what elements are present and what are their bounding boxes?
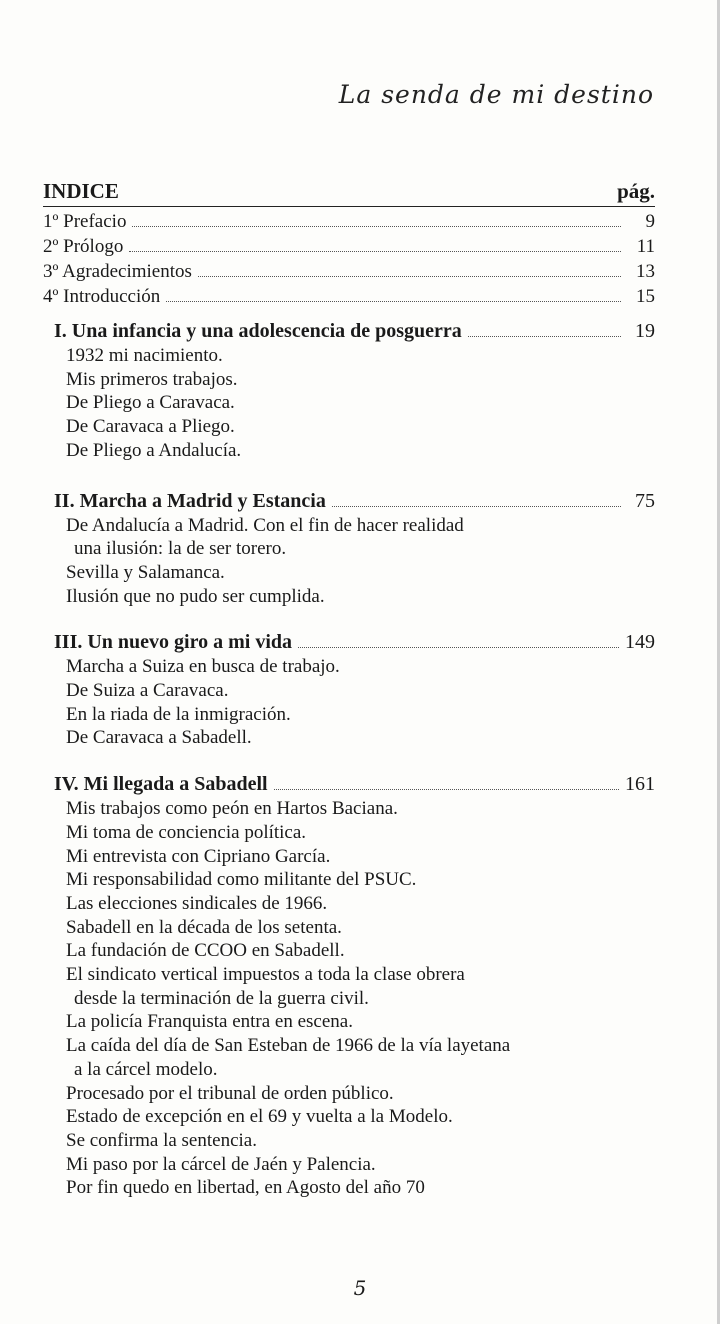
subtopic: Mis trabajos como peón en Hartos Baciana. [66,798,398,820]
subtopic: Mi toma de conciencia política. [66,821,307,843]
subtopic: El sindicato vertical impuestos a toda la clase obrera [66,964,465,986]
subtopic: 1932 mi nacimiento. [66,345,223,366]
chapter-entry [54,489,655,514]
dot-leader [468,336,621,337]
subtopic-list [66,655,655,750]
subtopic: De Pliego a Caravaca. [66,392,235,414]
subtopic: La policía Franquista entra en escena. [66,1011,353,1033]
subtopic: Procesado por el tribunal de orden público. [66,1082,394,1104]
chapter-title: III. Un nuevo giro a mi vida [54,631,293,654]
subtopic: Mi paso por la cárcel de Jaén y Palencia. [66,1153,376,1175]
subtopic: Se confirma la sentencia. [66,1129,257,1151]
front-matter-list [43,209,655,309]
subtopic-continuation: una ilusión: la de ser torero. [74,538,287,560]
chapter-entry [54,319,655,344]
chapter-section [54,489,655,609]
toc-title: INDICE [43,179,119,203]
subtopic: De Andalucía a Madrid. Con el fin de hacer realidad [66,514,464,536]
entry-page: 15 [636,286,655,307]
table-of-contents [43,178,655,1200]
chapter-section [54,319,655,463]
entry-page: 11 [636,236,655,257]
subtopic-continuation: desde la terminación de la guerra civil. [74,987,369,1009]
chapter-title: IV. Mi llegada a Sabadell [54,773,268,796]
chapter-entry [54,630,655,655]
dot-leader [298,647,619,648]
chapter-page: 19 [635,320,655,342]
subtopic: Las elecciones sindicales de 1966. [66,892,328,914]
chapter-section [54,630,655,750]
dot-leader [166,301,621,302]
subtopic: La caída del día de San Esteban de 1966 de la vía layetana [66,1035,511,1057]
dot-leader [132,226,621,227]
chapter-title: II. Marcha a Madrid y Estancia [54,489,326,512]
subtopic-list [66,514,655,609]
entry-label: 4º Introducción [43,286,161,307]
page-number: 5 [353,1276,367,1300]
subtopic: De Caravaca a Pliego. [66,416,235,438]
entry-page: 13 [636,261,655,282]
subtopic: De Suiza a Caravaca. [66,680,229,702]
subtopic-continuation: a la cárcel modelo. [74,1058,218,1080]
entry-page: 9 [645,211,655,232]
page-column-label: pág. [617,179,655,203]
subtopic: Mi entrevista con Cipriano García. [66,845,331,867]
subtopic: De Pliego a Andalucía. [66,439,242,461]
subtopic: La fundación de CCOO en Sabadell. [66,940,345,962]
chapter-title: I. Una infancia y una adolescencia de posguerra [54,320,462,342]
chapter-section [54,772,655,1200]
running-title: La senda de mi destino [338,80,654,109]
subtopic: Mis primeros trabajos. [66,368,238,390]
entry-label: 1º Prefacio [43,211,127,232]
chapter-page: 75 [635,489,655,512]
chapter-entry [54,772,655,797]
subtopic: En la riada de la inmigración. [66,703,291,725]
dot-leader [332,506,621,507]
toc-entry [43,259,655,284]
toc-entry [43,209,655,234]
dot-leader [198,276,621,277]
entry-label: 3º Agradecimientos [43,261,192,282]
chapter-page: 161 [625,773,655,796]
subtopic: Sevilla y Salamanca. [66,561,225,583]
toc-header [43,178,655,207]
subtopic-list [66,797,655,1200]
subtopic: Por fin quedo en libertad, en Agosto del año 70 [66,1177,425,1199]
toc-entry [43,234,655,259]
dot-leader [274,789,619,790]
subtopic: Estado de excepción en el 69 y vuelta a la Modelo. [66,1106,453,1128]
dot-leader [129,251,621,252]
subtopic: Sabadell en la década de los setenta. [66,916,342,938]
subtopic: Mi responsabilidad como militante del PSUC. [66,869,417,891]
subtopic: Ilusión que no pudo ser cumplida. [66,585,325,607]
chapter-page: 149 [625,631,655,654]
entry-label: 2º Prólogo [43,236,124,257]
subtopic: Marcha a Suiza en busca de trabajo. [66,656,340,678]
toc-entry [43,284,655,309]
subtopic-list [66,344,655,463]
subtopic: De Caravaca a Sabadell. [66,727,252,749]
